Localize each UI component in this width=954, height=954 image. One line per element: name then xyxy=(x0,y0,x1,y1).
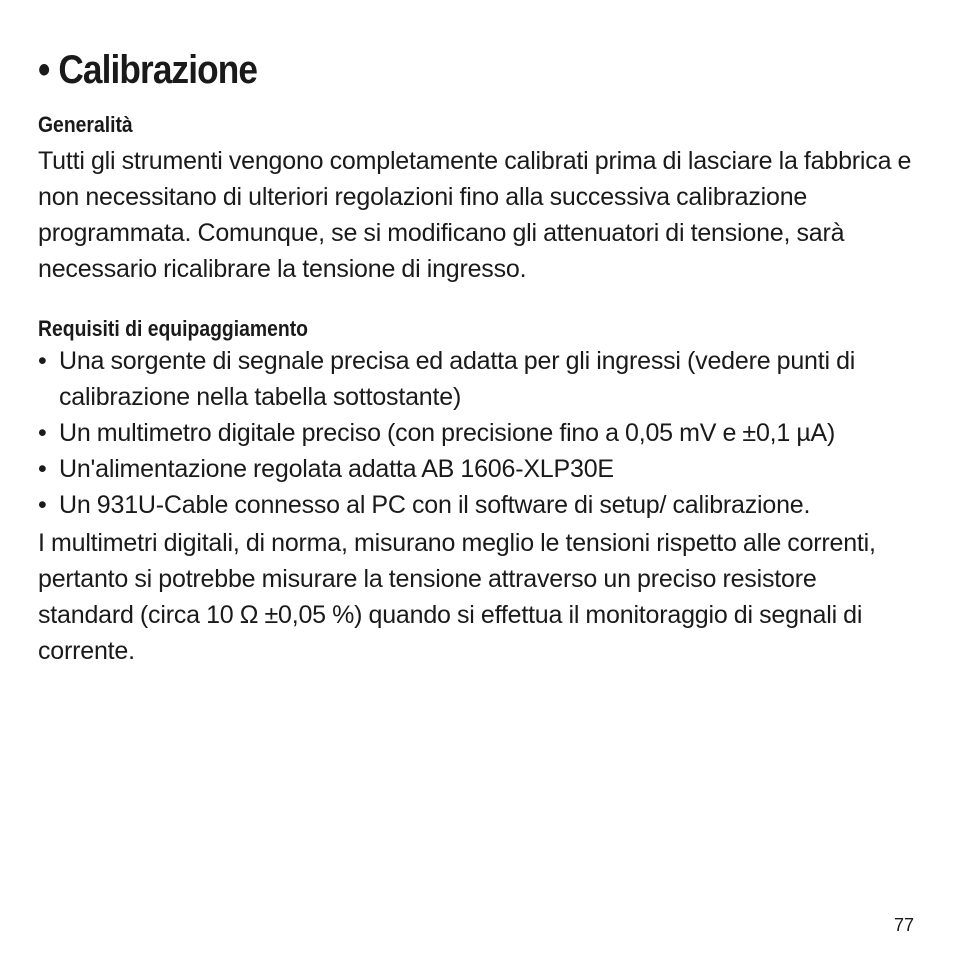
bullet-marker: • xyxy=(38,419,47,447)
list-item xyxy=(38,451,918,487)
list-item xyxy=(38,487,918,523)
section-heading-equipment: Requisiti di equipaggiamento xyxy=(38,316,308,341)
bullet-marker: • xyxy=(38,491,47,519)
equipment-list xyxy=(38,343,918,523)
list-item xyxy=(38,343,918,415)
page-title: • Calibrazione xyxy=(38,48,258,92)
list-item-text: Un 931U-Cable connesso al PC con il software di setup/ calibrazione. xyxy=(59,491,811,519)
list-item-text: Un multimetro digitale preciso (con precisione fino a 0,05 mV e ±0,1 µA) xyxy=(59,419,836,447)
multimeter-paragraph: I multimetri digitali, di norma, misurano meglio le tensioni rispetto alle correnti, pertanto si potrebbe misurare la tensione attraverso un preciso resistore standard (circa 10 Ω ±0,05 %) quando si effettua il monitoraggio di segnali di corrente. xyxy=(38,529,876,665)
bullet-marker: • xyxy=(38,347,47,375)
list-item-text: Una sorgente di segnale precisa ed adatta per gli ingressi (vedere punti di calibrazione nella tabella sottostante) xyxy=(59,347,856,411)
page-number: 77 xyxy=(893,915,914,935)
section-heading-general: Generalità xyxy=(38,112,133,137)
general-paragraph: Tutti gli strumenti vengono completamente calibrati prima di lasciare la fabbrica e non necessitano di ulteriori regolazioni fino alla successiva calibrazione programmata. Comunque, se si modificano gli attenuatori di tensione, sarà necessario ricalibrare la tensione di ingresso. xyxy=(38,147,912,283)
document-page xyxy=(38,44,918,669)
list-item-text: Un'alimentazione regolata adatta AB 1606-XLP30E xyxy=(59,455,614,483)
bullet-marker: • xyxy=(38,455,47,483)
list-item xyxy=(38,415,918,451)
